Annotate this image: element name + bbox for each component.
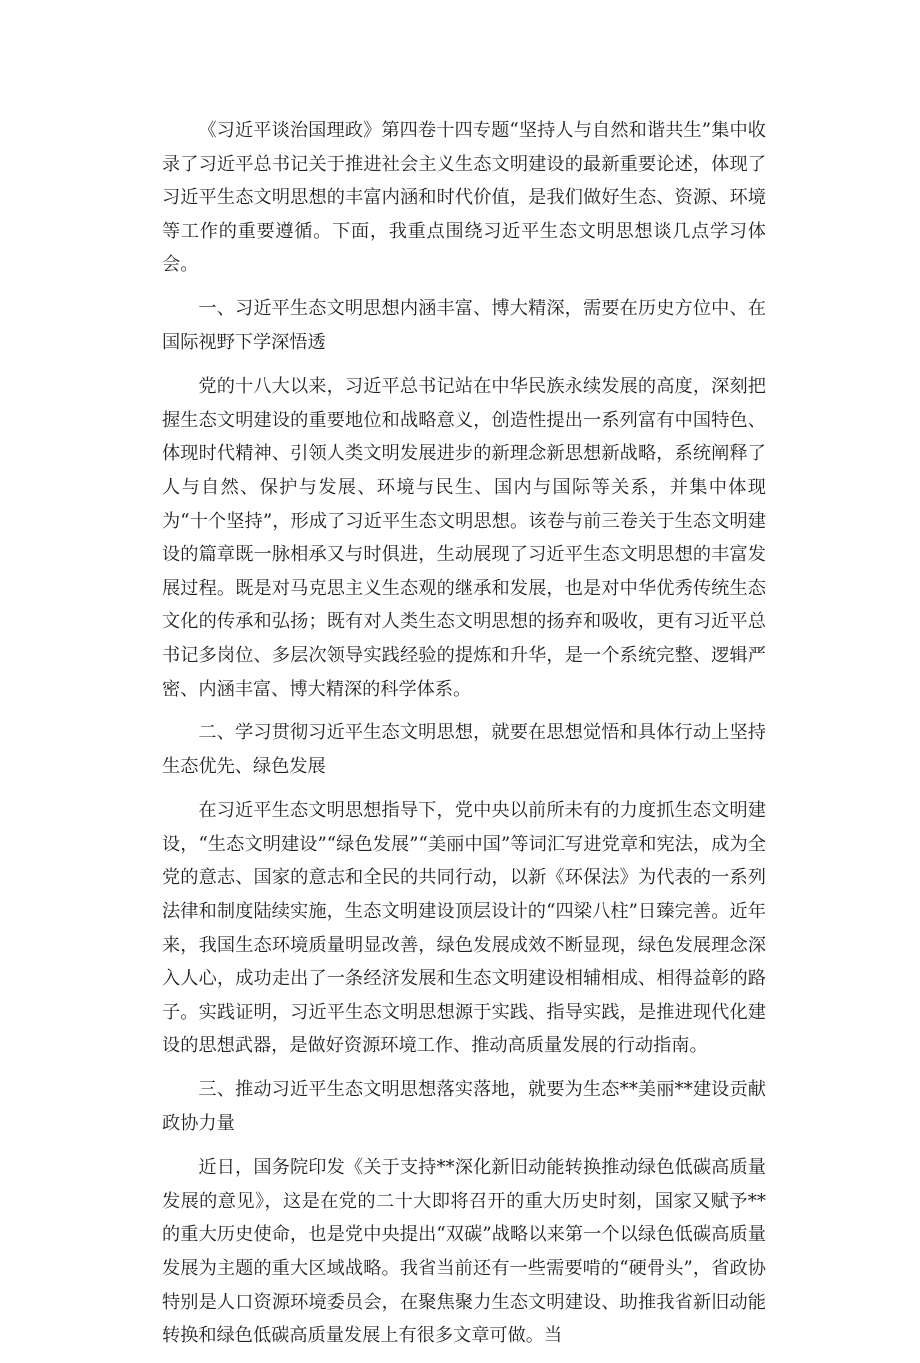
section-3-paragraph: 近日，国务院印发《关于支持**深化新旧动能转换推动绿色低碳高质量发展的意见》，这是在党的二十大即将召开的重大历史时刻，国家又赋予**的重大历史使命，也是党中央提出“双碳”战略以来第一个以绿色低碳高质量发展为主题的重大区域战略。我省当前还有一些需要啃的“硬骨头”，省政协特别是人口资源环境委员会，在聚焦聚力生态文明建设、助推我省新旧动能转换和绿色低碳高质量发展上有很多文章可做。当 xyxy=(162,1157,766,1347)
intro-paragraph: 《习近平谈治国理政》第四卷十四专题“坚持人与自然和谐共生”集中收录了习近平总书记关于推进社会主义生态文明建设的最新重要论述，体现了习近平生态文明思想的丰富内涵和时代价值，是我们做好生态、资源、环境等工作的重要遵循。下面，我重点围绕习近平生态文明思想谈几点学习体会。 xyxy=(162,120,766,276)
section-heading-3: 三、推动习近平生态文明思想落实落地，就要为生态**美丽**建设贡献政协力量 xyxy=(162,1079,766,1134)
section-heading-2: 二、学习贯彻习近平生态文明思想，就要在思想觉悟和具体行动上坚持生态优先、绿色发展 xyxy=(162,722,766,777)
document-body xyxy=(162,114,766,1363)
section-heading-1: 一、习近平生态文明思想内涵丰富、博大精深，需要在历史方位中、在国际视野下学深悟透 xyxy=(162,297,766,353)
section-1-paragraph: 党的十八大以来，习近平总书记站在中华民族永续发展的高度，深刻把握生态文明建设的重要地位和战略意义，创造性提出一系列富有中国特色、体现时代精神、引领人类文明发展进步的新理念新思想新战略，系统阐释了人与自然、保护与发展、环境与民生、国内与国际等关系，并集中体现为“十个坚持”，形成了习近平生态文明思想。该卷与前三卷关于生态文明建设的篇章既一脉相承又与时俱进，生动展现了习近平生态文明思想的丰富发展过程。既是对马克思主义生态观的继承和发展，也是对中华优秀传统生态文化的传承和弘扬；既有对人类生态文明思想的扬弃和吸收，更有习近平总书记多岗位、多层次领导实践经验的提炼和升华，是一个系统完整、逻辑严密、内涵丰富、博大精深的科学体系。 xyxy=(162,376,766,700)
section-2-paragraph: 在习近平生态文明思想指导下，党中央以前所未有的力度抓生态文明建设，“生态文明建设”“绿色发展”“美丽中国”等词汇写进党章和宪法，成为全党的意志、国家的意志和全民的共同行动，以新《环保法》为代表的一系列法律和制度陆续实施，生态文明建设顶层设计的“四梁八柱”日臻完善。近年来，我国生态环境质量明显改善，绿色发展成效不断显现，绿色发展理念深入人心，成功走出了一条经济发展和生态文明建设相辅相成、相得益彰的路子。实践证明，习近平生态文明思想源于实践、指导实践，是推进现代化建设的思想武器，是做好资源环境工作、推动高质量发展的行动指南。 xyxy=(162,800,766,1057)
